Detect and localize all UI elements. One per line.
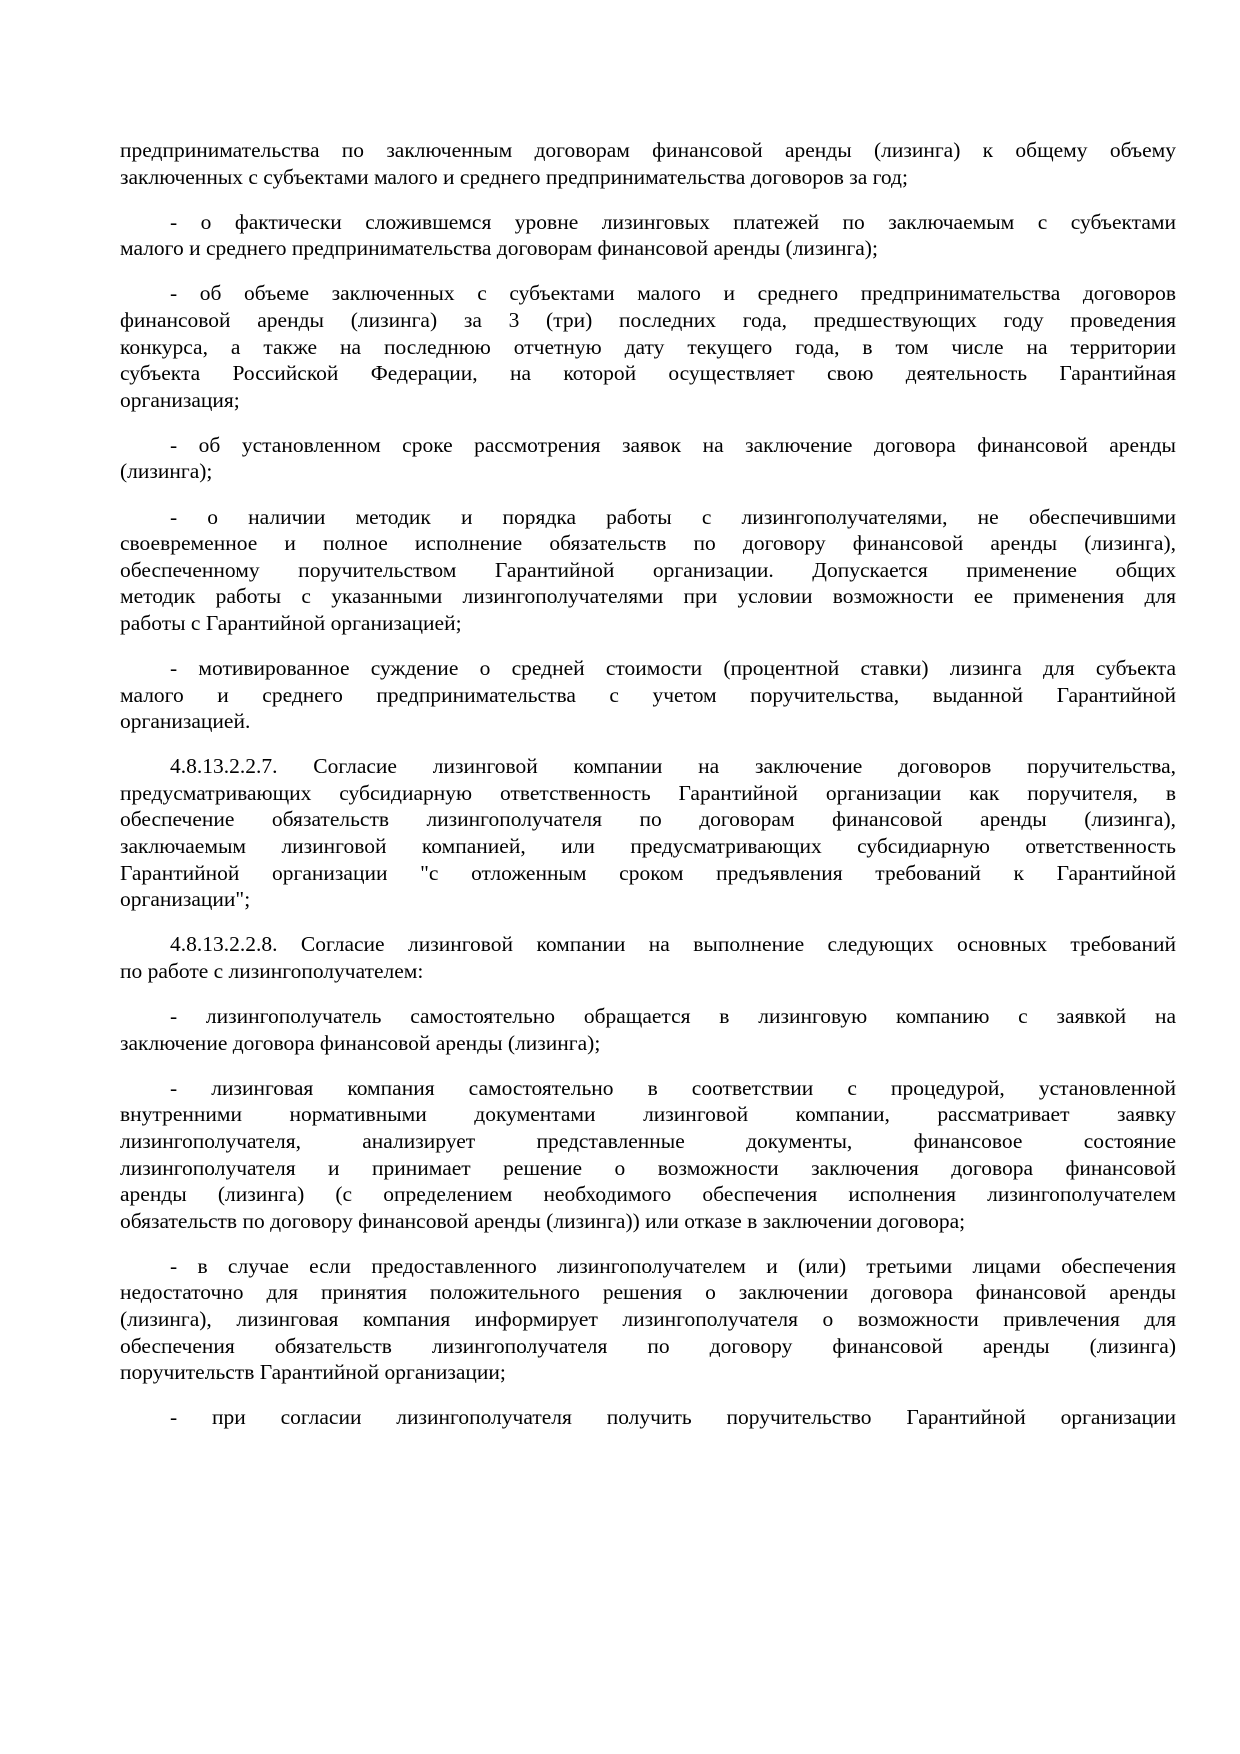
text-line: - лизингополучатель самостоятельно обращается в лизинговую компанию с заявкой на [170, 1004, 1176, 1029]
paragraph [120, 280, 1176, 413]
text-line: 4.8.13.2.2.8. Согласие лизинговой компании на выполнение следующих основных требований [170, 932, 1176, 957]
text-line: лизингополучателя, анализирует представленные документы, финансовое состояние [120, 1128, 1176, 1153]
text-line: по работе с лизингополучателем: [120, 958, 424, 983]
text-line: Гарантийной организации "с отложенным сроком предъявления требований к Гарантийной [120, 860, 1176, 885]
text-line: субъекта Российской Федерации, на которой осуществляет свою деятельность Гарантийная [120, 361, 1176, 386]
paragraph [120, 1075, 1176, 1235]
text-line: малого и среднего предпринимательства договорам финансовой аренды (лизинга); [120, 236, 878, 261]
text-line: заключенных с субъектами малого и среднего предпринимательства договоров за год; [120, 164, 908, 189]
text-line: - об установленном сроке рассмотрения заявок на заключение договора финансовой аренды [170, 432, 1176, 457]
text-line: конкурса, а также на последнюю отчетную дату текущего года, в том числе на территории [120, 334, 1176, 359]
paragraph [120, 432, 1176, 485]
paragraph [120, 753, 1176, 913]
text-line: обеспеченному поручительством Гарантийной организации. Допускается применение общих [120, 557, 1176, 582]
text-line: - о фактически сложившемся уровне лизинговых платежей по заключаемым с субъектами [170, 209, 1176, 234]
text-line: предпринимательства по заключенным договорам финансовой аренды (лизинга) к общему объему [120, 138, 1176, 162]
text-line: - о наличии методик и порядка работы с лизингополучателями, не обеспечившими [170, 504, 1176, 529]
text-line: - об объеме заключенных с субъектами малого и среднего предпринимательства договоров [170, 281, 1176, 306]
text-line: своевременное и полное исполнение обязательств по договору финансовой аренды (лизинга), [120, 531, 1176, 556]
text-line: заключаемым лизинговой компанией, или предусматривающих субсидиарную ответственность [120, 834, 1176, 859]
text-line: поручительств Гарантийной организации; [120, 1360, 506, 1385]
text-line: внутренними нормативными документами лизинговой компании, рассматривает заявку [120, 1102, 1176, 1127]
paragraph [120, 931, 1176, 984]
text-line: - мотивированное суждение о средней стоимости (процентной ставки) лизинга для субъекта [170, 656, 1176, 680]
text-line: - при согласии лизингополучателя получить поручительство Гарантийной организации [170, 1405, 1176, 1430]
text-line: организацией. [120, 709, 251, 734]
text-line: малого и среднего предпринимательства с учетом поручительства, выданной Гарантийной [120, 682, 1176, 707]
text-line: аренды (лизинга) (с определением необходимого обеспечения исполнения лизингополучателем [120, 1182, 1176, 1207]
text-line: предусматривающих субсидиарную ответственность Гарантийной организации как поручителя, в [120, 780, 1176, 805]
text-line: организации"; [120, 887, 251, 912]
text-line: методик работы с указанными лизингополучателями при условии возможности ее применения для [120, 584, 1176, 609]
text-line: 4.8.13.2.2.7. Согласие лизинговой компании на заключение договоров поручительства, [170, 754, 1176, 779]
document-page [120, 137, 1176, 1449]
paragraph [120, 137, 1176, 190]
text-line: организация; [120, 387, 240, 412]
text-line: обеспечение обязательств лизингополучателя по договорам финансовой аренды (лизинга), [120, 807, 1176, 832]
paragraph [120, 209, 1176, 262]
text-line: (лизинга); [120, 459, 213, 484]
paragraph [120, 1253, 1176, 1386]
paragraph [120, 1404, 1176, 1431]
paragraph [120, 1003, 1176, 1056]
text-line: финансовой аренды (лизинга) за 3 (три) последних года, предшествующих году проведения [120, 307, 1176, 332]
text-line: обязательств по договору финансовой аренды (лизинга)) или отказе в заключении договора; [120, 1208, 966, 1233]
text-line: - в случае если предоставленного лизингополучателем и (или) третьими лицами обеспечения [170, 1253, 1176, 1278]
text-line: - лизинговая компания самостоятельно в соответствии с процедурой, установленной [170, 1075, 1176, 1100]
text-line: недостаточно для принятия положительного решения о заключении договора финансовой аренды [120, 1280, 1176, 1305]
text-line: работы с Гарантийной организацией; [120, 610, 462, 635]
text-line: (лизинга), лизинговая компания информирует лизингополучателя о возможности привлечения для [120, 1306, 1176, 1331]
text-line: лизингополучателя и принимает решение о возможности заключения договора финансовой [120, 1155, 1176, 1180]
text-line: обеспечения обязательств лизингополучателя по договору финансовой аренды (лизинга) [120, 1333, 1176, 1358]
text-line: заключение договора финансовой аренды (лизинга); [120, 1030, 601, 1055]
paragraph [120, 655, 1176, 735]
paragraph [120, 504, 1176, 637]
